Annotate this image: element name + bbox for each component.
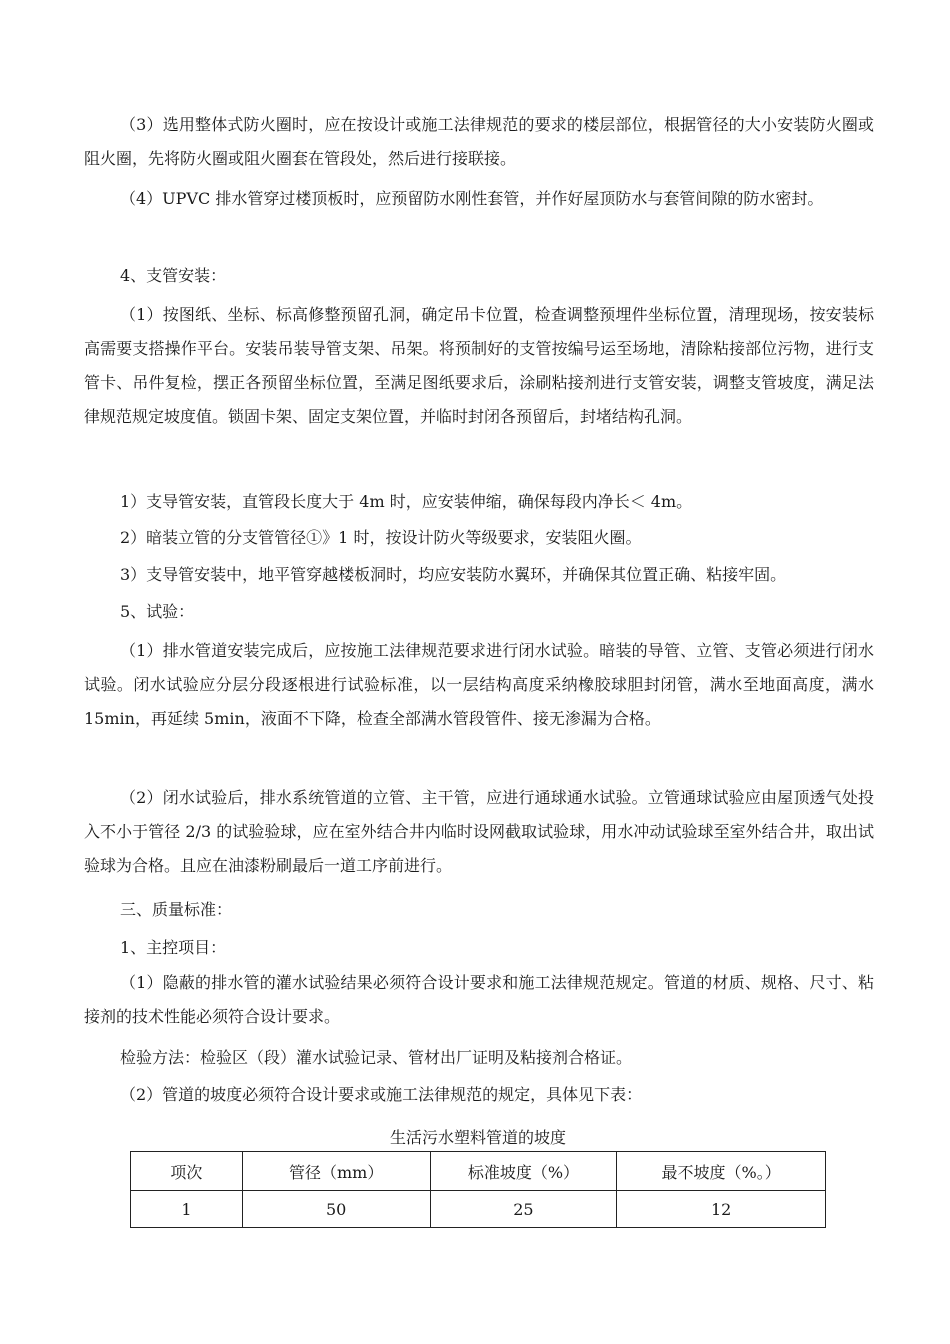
table-row <box>131 1191 826 1228</box>
slope-table <box>130 1151 826 1228</box>
heading-test: 5、试验： <box>120 602 195 621</box>
table-header-cell: 标准坡度（%） <box>430 1152 617 1191</box>
paragraph-branch-steps: （1）按图纸、坐标、标高修整预留孔洞，确定吊卡位置，检查调整预埋件坐标位置，清理现场，按安装标高需要支搭操作平台。安装吊装导管支架、吊架。将预制好的支管按编号运至场地，清除粘接部位污物，进行支管卡、吊件复检，摆正各预留坐标位置，至满足图纸要求后，涂刷粘接剂进行支管安装，调整支管坡度，满足法律规范规定坡度值。锁固卡架、固定支架位置，并临时封闭各预留后，封堵结构孔洞。 <box>84 305 874 426</box>
paragraph-ball-test: （2）闭水试验后，排水系统管道的立管、主干管，应进行通球通水试验。立管通球试验应由屋顶透气处投入不小于管径 2/3 的试验验球，应在室外结合井内临时设网截取试验球，用水冲动试验球至室外结合井，取出试验球为合格。且应在油漆粉刷最后一道工序前进行。 <box>84 788 874 875</box>
list-item-branch-2: 2）暗装立管的分支管管径①》1 时，按设计防火等级要求，安装阻火圈。 <box>120 528 642 547</box>
table-header-cell: 项次 <box>131 1152 243 1191</box>
table-cell: 12 <box>617 1191 826 1228</box>
table-cell: 1 <box>131 1191 243 1228</box>
paragraph-concealed-test: （1）隐蔽的排水管的灌水试验结果必须符合设计要求和施工法律规范规定。管道的材质、规格、尺寸、粘接剂的技术性能必须符合设计要求。 <box>84 973 874 1026</box>
table-cell: 25 <box>430 1191 617 1228</box>
paragraph-fire-ring: （3）选用整体式防火圈时，应在按设计或施工法律规范的要求的楼层部位，根据管径的大小安装防火圈或阻火圈，先将防火圈或阻火圈套在管段处，然后进行接联接。 <box>84 115 874 168</box>
table-header-cell: 最不坡度（%。） <box>617 1152 826 1191</box>
list-item-branch-1: 1）支导管安装，直管段长度大于 4m 时，应安装伸缩，确保每段内净长＜ 4m。 <box>120 492 693 511</box>
heading-main-items: 1、主控项目： <box>120 938 227 957</box>
paragraph-upvc-roof: （4）UPVC 排水管穿过楼顶板时，应预留防水刚性套管，并作好屋顶防水与套管间隙的防水密封。 <box>120 189 824 208</box>
table-caption: 生活污水塑料管道的坡度 <box>389 1128 566 1147</box>
paragraph-inspection-method: 检验方法：检验区（段）灌水试验记录、管材出厂证明及粘接剂合格证。 <box>120 1048 633 1067</box>
heading-quality-standard: 三、质量标准： <box>120 900 233 919</box>
table-header-row <box>131 1152 826 1191</box>
list-item-branch-3: 3）支导管安装中，地平管穿越楼板洞时，均应安装防水翼环，并确保其位置正确、粘接牢固。 <box>120 565 787 584</box>
paragraph-slope-requirement: （2）管道的坡度必须符合设计要求或施工法律规范的规定，具体见下表： <box>120 1085 643 1104</box>
heading-branch-install: 4、支管安装： <box>120 266 227 285</box>
paragraph-closed-water-test: （1）排水管道安装完成后，应按施工法律规范要求进行闭水试验。暗装的导管、立管、支管必须进行闭水试验。闭水试验应分层分段逐根进行试验标准，以一层结构高度采纳橡胶球胆封闭管，满水至地面高度，满水 15min，再延续 5min，液面不下降，检查全部满水管段管件、接无渗漏为合格。 <box>84 641 874 728</box>
table-header-cell: 管径（mm） <box>242 1152 430 1191</box>
table-cell: 50 <box>242 1191 430 1228</box>
